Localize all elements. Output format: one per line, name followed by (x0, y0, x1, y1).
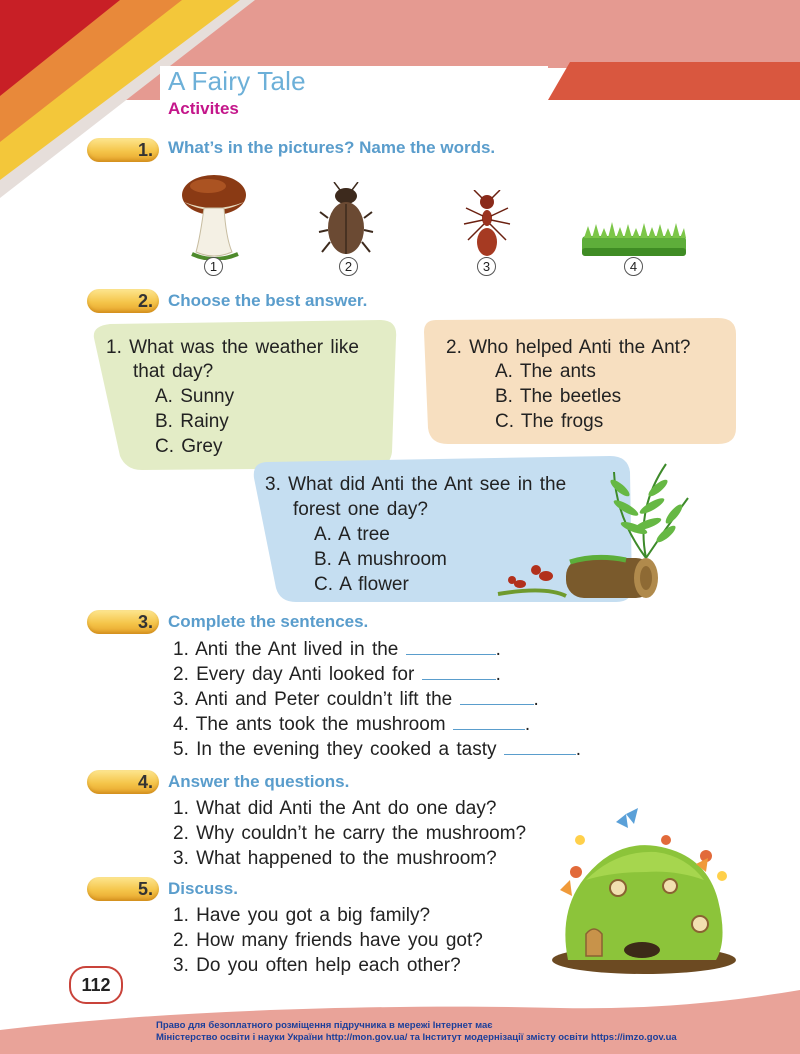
sentence-end: . (575, 739, 582, 760)
sentence-end: . (495, 664, 501, 685)
sentence-item (173, 663, 501, 686)
section-heading: What’s in the pictures? Name the words. (168, 138, 496, 157)
answer-option: A. The ants (495, 361, 596, 382)
section-heading: Choose the best answer. (168, 291, 368, 310)
section-number: 5. (137, 879, 153, 899)
section-number: 2. (137, 291, 153, 311)
answer-option: C. The frogs (495, 411, 604, 432)
sentence-text: 4. The ants took the mushroom (173, 714, 446, 735)
sentence-item (173, 688, 539, 711)
discussion-item: 2. How many friends have you got? (173, 930, 483, 951)
page-title: A Fairy Tale (168, 66, 306, 96)
question-item: 1. What did Anti the Ant do one day? (173, 798, 497, 819)
question-text: 3. What did Anti the Ant see in the (265, 474, 567, 495)
picture-number: 1 (204, 257, 223, 276)
question-text: forest one day? (293, 499, 428, 520)
answer-option: C. Grey (155, 436, 223, 457)
mushroom-house-illustration (546, 800, 742, 978)
answer-option: C. A flower (314, 574, 409, 595)
discussion-item: 3. Do you often help each other? (173, 955, 461, 976)
answer-blank[interactable] (504, 738, 576, 755)
answer-option: A. A tree (314, 524, 390, 545)
picture-number: 4 (624, 257, 643, 276)
sentence-text: 3. Anti and Peter couldn’t lift the (173, 689, 453, 710)
section-heading: Complete the sentences. (168, 612, 369, 631)
question-item: 3. What happened to the mushroom? (173, 848, 497, 869)
answer-blank[interactable] (406, 638, 496, 655)
answer-blank[interactable] (422, 663, 496, 680)
sentence-end: . (524, 714, 531, 735)
sentence-item (173, 713, 530, 736)
section-number-badge (87, 610, 159, 634)
question-text: 2. Who helped Anti the Ant? (446, 337, 691, 358)
question-text: that day? (133, 361, 214, 382)
answer-blank[interactable] (453, 713, 525, 730)
section-number-badge (87, 877, 159, 901)
sentence-text: 2. Every day Anti looked for (173, 664, 415, 685)
answer-option: B. The beetles (495, 386, 622, 407)
section-number: 1. (137, 140, 153, 160)
section-heading: Answer the questions. (168, 772, 350, 791)
sentence-end: . (495, 639, 501, 660)
page-subtitle: Activites (168, 99, 239, 118)
sentence-text: 5. In the evening they cooked a tasty (173, 739, 497, 760)
fern-log-illustration (496, 458, 696, 606)
sentence-text: 1. Anti the Ant lived in the (173, 639, 399, 660)
sentence-item (173, 738, 581, 761)
section-number: 4. (137, 772, 153, 792)
question-text: 1. What was the weather like (106, 337, 359, 358)
footer-line: Право для безоплатного розміщення підручника в мережі Інтернет має (156, 1020, 493, 1031)
sentence-item (173, 638, 501, 661)
footer-line: Міністерство освіти і науки України http://mon.gov.ua/ та Інститут модернізації змісту освіти https://imzo.gov.ua (156, 1032, 677, 1043)
page-number: 112 (69, 966, 123, 1004)
sentence-end: . (533, 689, 539, 710)
picture-number: 2 (339, 257, 358, 276)
answer-option: B. Rainy (155, 411, 229, 432)
answer-option: A. Sunny (155, 386, 235, 407)
answer-option: B. A mushroom (314, 549, 447, 570)
section-number-badge (87, 770, 159, 794)
answer-blank[interactable] (460, 688, 534, 705)
section-number: 3. (137, 612, 153, 632)
picture-number: 3 (477, 257, 496, 276)
question-item: 2. Why couldn’t he carry the mushroom? (173, 823, 527, 844)
section-heading: Discuss. (168, 879, 238, 898)
discussion-item: 1. Have you got a big family? (173, 905, 431, 926)
